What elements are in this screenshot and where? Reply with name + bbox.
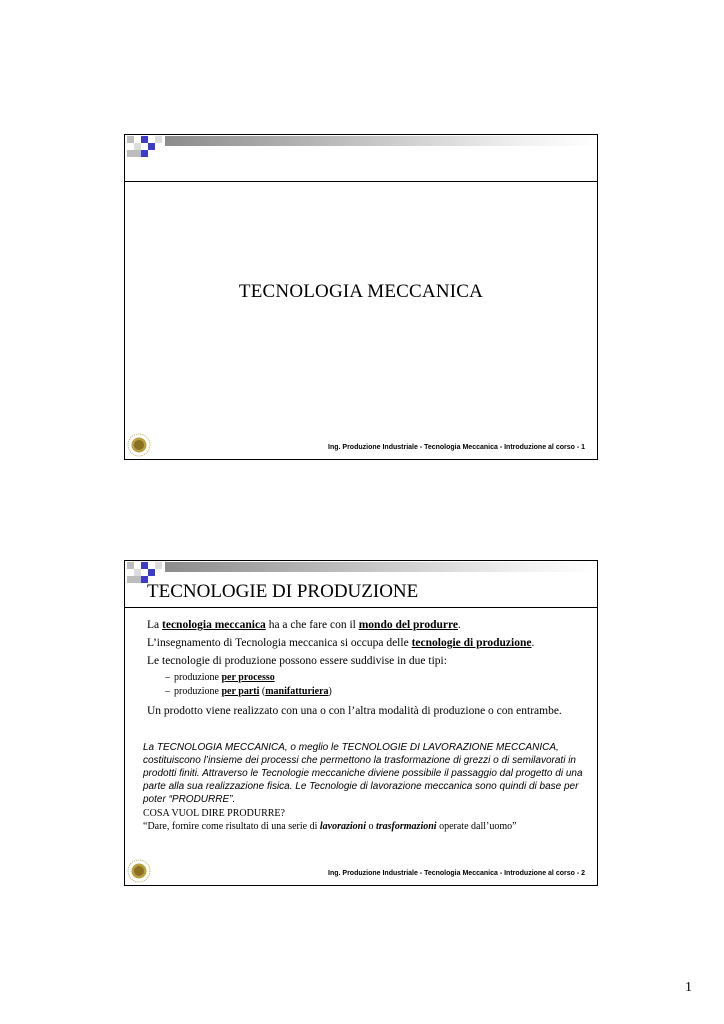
bold-term: mondo del produrre [358, 619, 458, 631]
text: ) [328, 686, 332, 697]
slide-2-title: TECNOLOGIE DI PRODUZIONE [147, 581, 419, 602]
bold-italic-term: lavorazioni [319, 821, 366, 832]
page-number: 1 [685, 980, 692, 995]
text: L’insegnamento di Tecnologia meccanica si occupa delle [147, 637, 412, 649]
paragraph-3: Le tecnologie di produzione possono essere suddivise in due tipi: [147, 655, 447, 667]
header-gradient-bar [165, 562, 597, 572]
slide-1-title: TECNOLOGIA MECCANICA [238, 281, 484, 302]
definition-block: La TECNOLOGIA MECCANICA, o meglio le TECNOLOGIE DI LAVORAZIONE MECCANICA, costituiscono l’insieme dei processi che permettono la trasformazione di grezzi o di semilavorati in prodotti finiti. Attraverso le Tecnologie meccaniche diviene possibile il passaggio dal progetto di una parte alla sua realizzazione fisica. Le Tecnologie di lavorazione meccanica sono quindi di base per poter “PRODURRE”. [143, 742, 583, 805]
bold-term: tecnologie di produzione [411, 637, 532, 649]
slide-2-footer: Ing. Produzione Industriale - Tecnologia Meccanica - Introduzione al corso - 2 [328, 870, 585, 877]
slide-2-body [147, 617, 585, 721]
dash: – [165, 686, 170, 697]
text: operate dall’uomo” [436, 821, 517, 832]
sub-item-2 [165, 685, 585, 699]
paragraph-1 [147, 617, 585, 633]
text: . [457, 619, 461, 631]
text: La [147, 619, 163, 631]
checker-squares-icon [125, 135, 165, 159]
text: . [531, 637, 535, 649]
bold-term: per parti [221, 686, 260, 697]
question-block [143, 807, 587, 833]
paragraph-4: Un prodotto viene realizzato con una o con l’altra modalità di produzione o con entrambe. [147, 705, 562, 717]
answer-text [143, 820, 587, 833]
text: o [366, 821, 376, 832]
slide-2 [124, 560, 598, 886]
question-text: COSA VUOL DIRE PRODURRE? [143, 808, 285, 819]
dash: – [165, 672, 170, 683]
bold-italic-term: trasformazioni [376, 821, 437, 832]
text: ha a che fare con il [265, 619, 359, 631]
bold-term: manifatturiera [265, 686, 329, 697]
bold-term: per processo [221, 672, 275, 683]
university-seal-icon [127, 859, 151, 883]
slide-1-footer: Ing. Produzione Industriale - Tecnologia Meccanica - Introduzione al corso - 1 [328, 444, 585, 451]
paragraph-2 [147, 635, 585, 651]
slide-1 [124, 134, 598, 460]
text: produzione [174, 686, 222, 697]
text: “Dare, fornire come risultato di una serie di [143, 821, 320, 832]
sub-item-1 [165, 671, 585, 685]
text: ( [259, 686, 266, 697]
header-gradient-bar [165, 136, 597, 146]
header-divider [125, 181, 597, 182]
university-seal-icon [127, 433, 151, 457]
bold-term: tecnologia meccanica [162, 619, 266, 631]
header-divider [125, 607, 597, 608]
text: produzione [174, 672, 222, 683]
